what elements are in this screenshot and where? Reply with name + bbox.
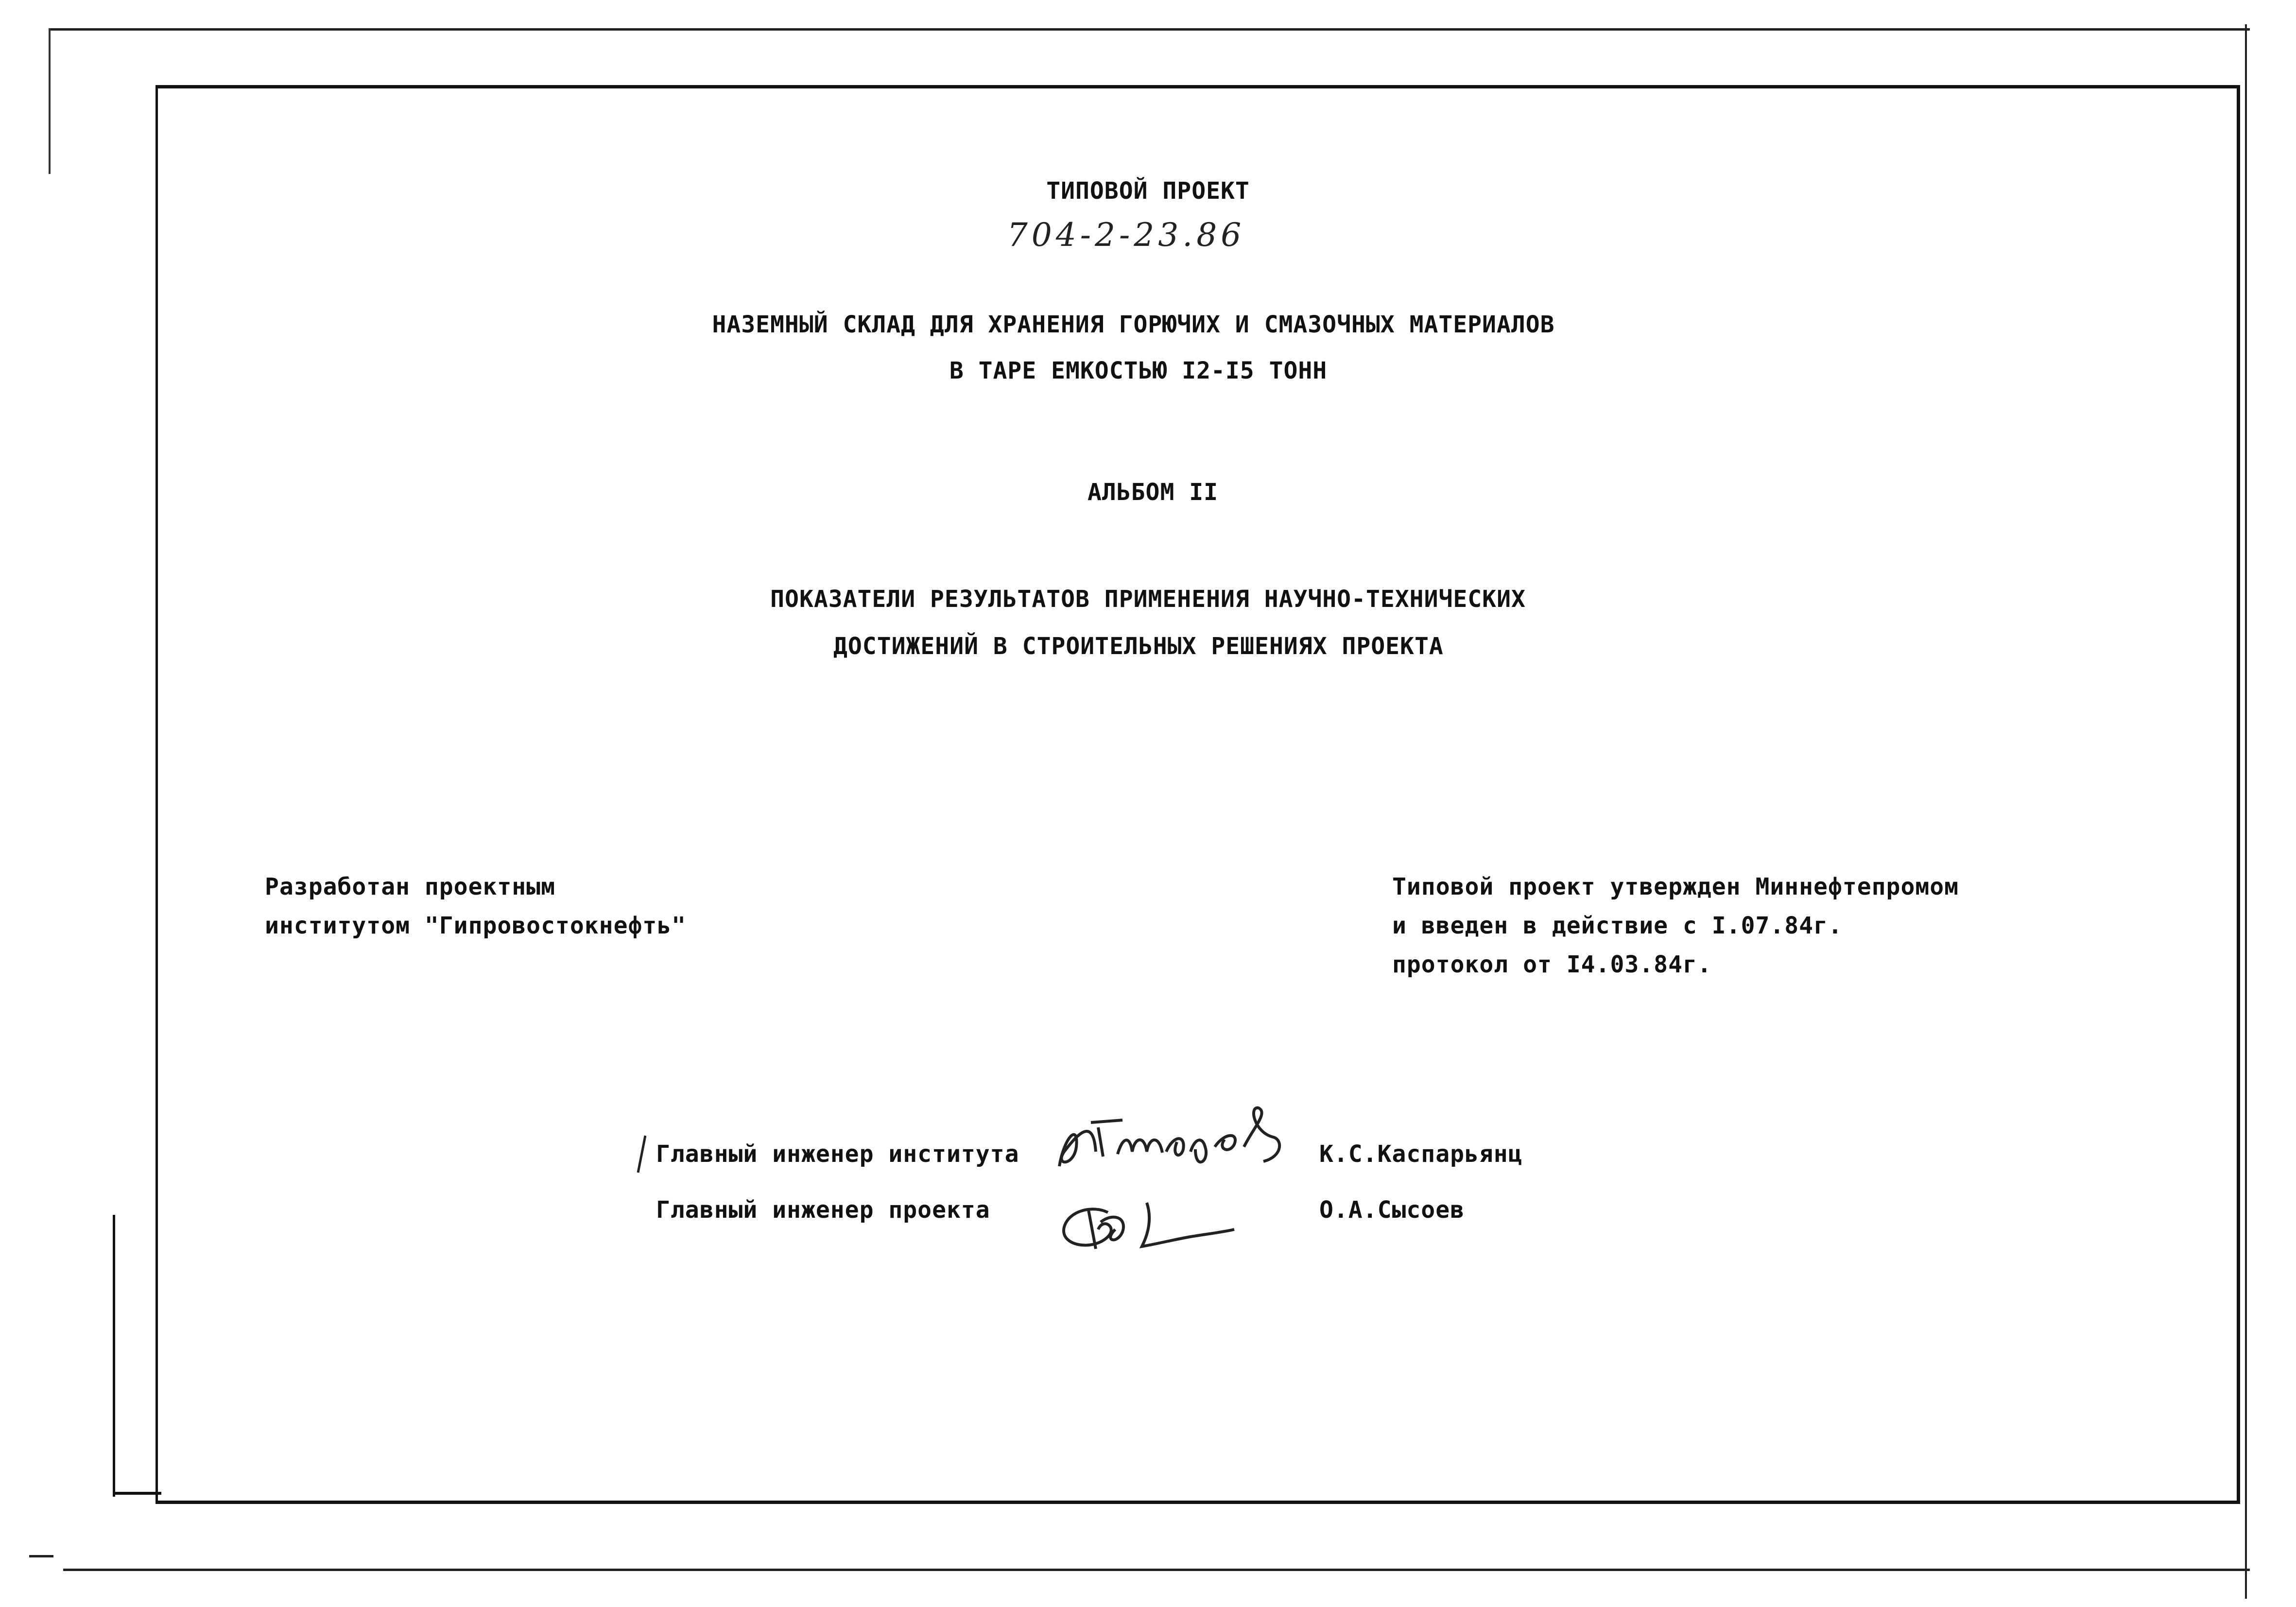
album-label: АЛЬБОМ II (1087, 479, 1219, 506)
sheet-edge-top (49, 28, 2250, 31)
frame-left-extension (113, 1215, 115, 1497)
title-line-2: В ТАРЕ ЕМКОСТЬЮ I2-I5 ТОНН (949, 357, 1328, 384)
margin-slash (637, 1135, 646, 1174)
developer-line-2: институтом "Гипровостокнефть" (265, 912, 687, 939)
frame-bottom-extension (113, 1492, 161, 1495)
signature-name-1: К.С.Каспарьянц (1319, 1140, 1523, 1168)
sheet-edge-right (2245, 24, 2247, 1599)
project-type-label: ТИПОВОЙ ПРОЕКТ (1046, 177, 1250, 205)
title-line-1: НАЗЕМНЫЙ СКЛАД ДЛЯ ХРАНЕНИЯ ГОРЮЧИХ И СМАЗОЧНЫХ МАТЕРИАЛОВ (712, 311, 1555, 338)
project-number: 704-2-23.86 (1007, 216, 1245, 254)
drawing-frame (155, 85, 2240, 1504)
subtitle-line-1: ПОКАЗАТЕЛИ РЕЗУЛЬТАТОВ ПРИМЕНЕНИЯ НАУЧНО-ТЕХНИЧЕСКИХ (770, 586, 1526, 613)
subtitle-line-2: ДОСТИЖЕНИЙ В СТРОИТЕЛЬНЫХ РЕШЕНИЯХ ПРОЕКТА (833, 633, 1444, 660)
signature-2-graphic (1050, 1183, 1254, 1261)
sheet-edge-left (49, 28, 51, 174)
signature-1-graphic (1050, 1093, 1312, 1181)
signature-role-1: Главный инженер института (656, 1140, 1019, 1168)
approval-line-3: протокол от I4.03.84г. (1392, 951, 1712, 978)
approval-line-2: и введен в действие с I.07.84г. (1392, 912, 1843, 939)
signature-role-2: Главный инженер проекта (656, 1196, 990, 1224)
developer-line-1: Разработан проектным (265, 873, 555, 900)
approval-line-1: Типовой проект утвержден Миннефтепромом (1392, 873, 1959, 900)
sheet-edge-bottom (63, 1569, 2250, 1571)
signature-name-2: О.А.Сысоев (1319, 1196, 1465, 1224)
bottom-tick (29, 1555, 53, 1557)
